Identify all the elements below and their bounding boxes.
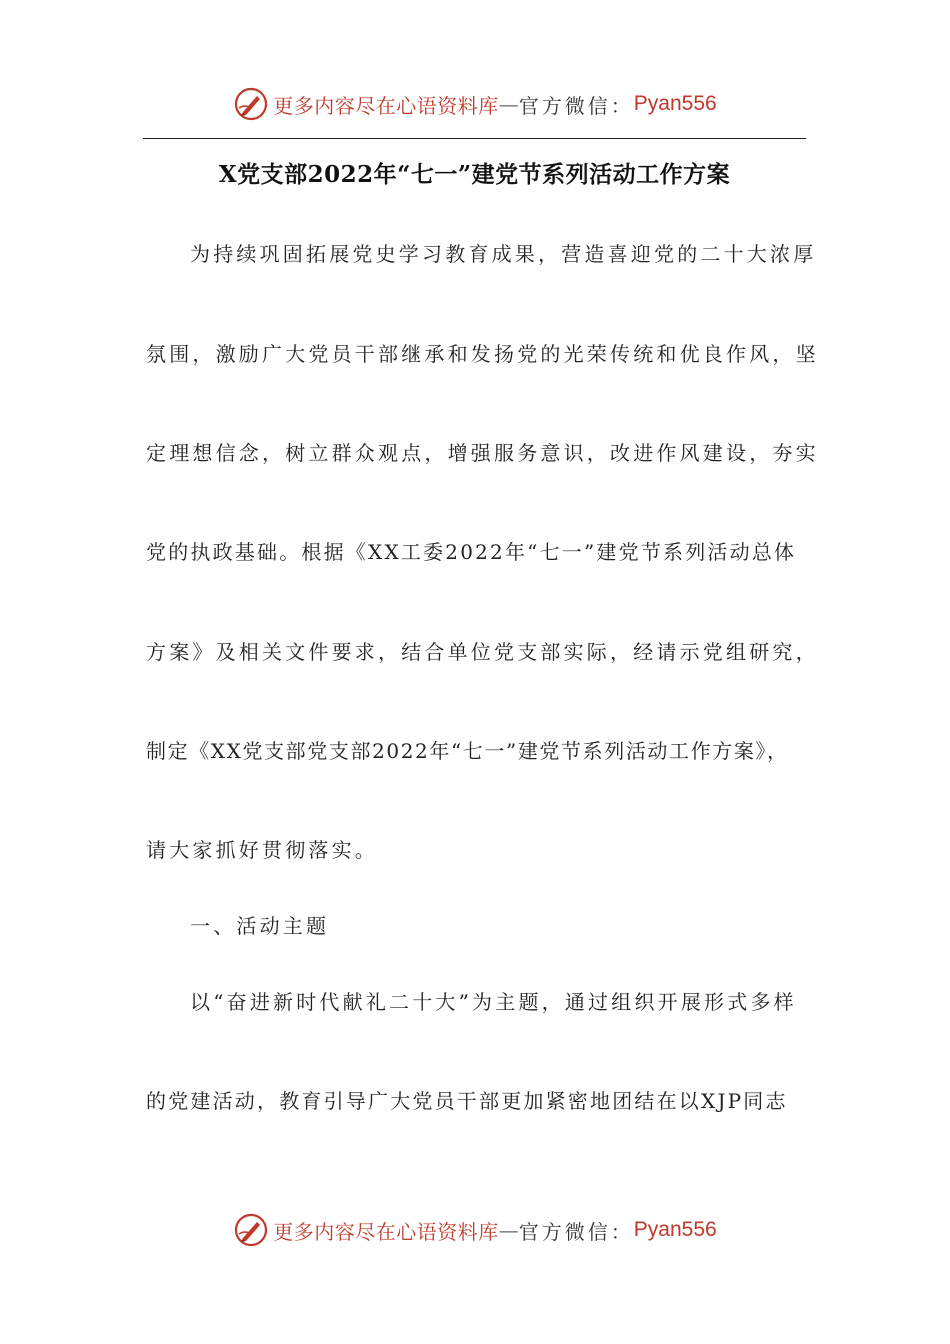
paragraph-line: 为持续巩固拓展党史学习教育成果，营造喜迎党的二十大浓厚: [190, 242, 817, 266]
paragraph-line: 党的执政基础。根据《XX工委2022年“七一”建党节系列活动总体: [146, 540, 797, 564]
paragraph-line: 制定《XX党支部党支部2022年“七一”建党节系列活动工作方案》，: [146, 739, 789, 763]
paragraph-line: 方案》及相关文件要求，结合单位党支部实际，经请示党组研究，: [146, 640, 819, 664]
document-title: X党支部2022年“七一”建党节系列活动工作方案: [218, 161, 731, 188]
header-divider: [143, 138, 806, 139]
header-wechat-handle: Pyan556: [633, 92, 717, 115]
header-wechat-label: 官方微信：: [518, 93, 634, 118]
footer-wechat-handle: Pyan556: [633, 1218, 717, 1241]
header-brand-text: 更多内容尽在心语资料库: [273, 93, 499, 118]
footer-wechat-label: 官方微信：: [518, 1219, 634, 1244]
paragraph-line: 以“奋进新时代献礼二十大”为主题，通过组织开展形式多样: [190, 990, 797, 1014]
header-separator: —: [498, 92, 519, 116]
paragraph-line: 定理想信念，树立群众观点，增强服务意识，改进作风建设，夯实: [146, 441, 819, 465]
pen-logo-icon: [233, 1212, 269, 1248]
paragraph-line: 请大家抓好贯彻落实。: [146, 838, 378, 862]
paragraph-line: 的党建活动，教育引导广大党员干部更加紧密地团结在以XJP同志: [146, 1089, 788, 1113]
header-watermark: [0, 84, 950, 124]
pen-logo-icon: [233, 86, 269, 122]
paragraph-line: 氛围，激励广大党员干部继承和发扬党的光荣传统和优良作风，坚: [146, 342, 819, 366]
section-heading: 一、活动主题: [190, 914, 330, 938]
footer-brand-text: 更多内容尽在心语资料库: [273, 1219, 499, 1244]
footer-separator: —: [498, 1218, 519, 1242]
footer-watermark: [0, 1210, 950, 1250]
